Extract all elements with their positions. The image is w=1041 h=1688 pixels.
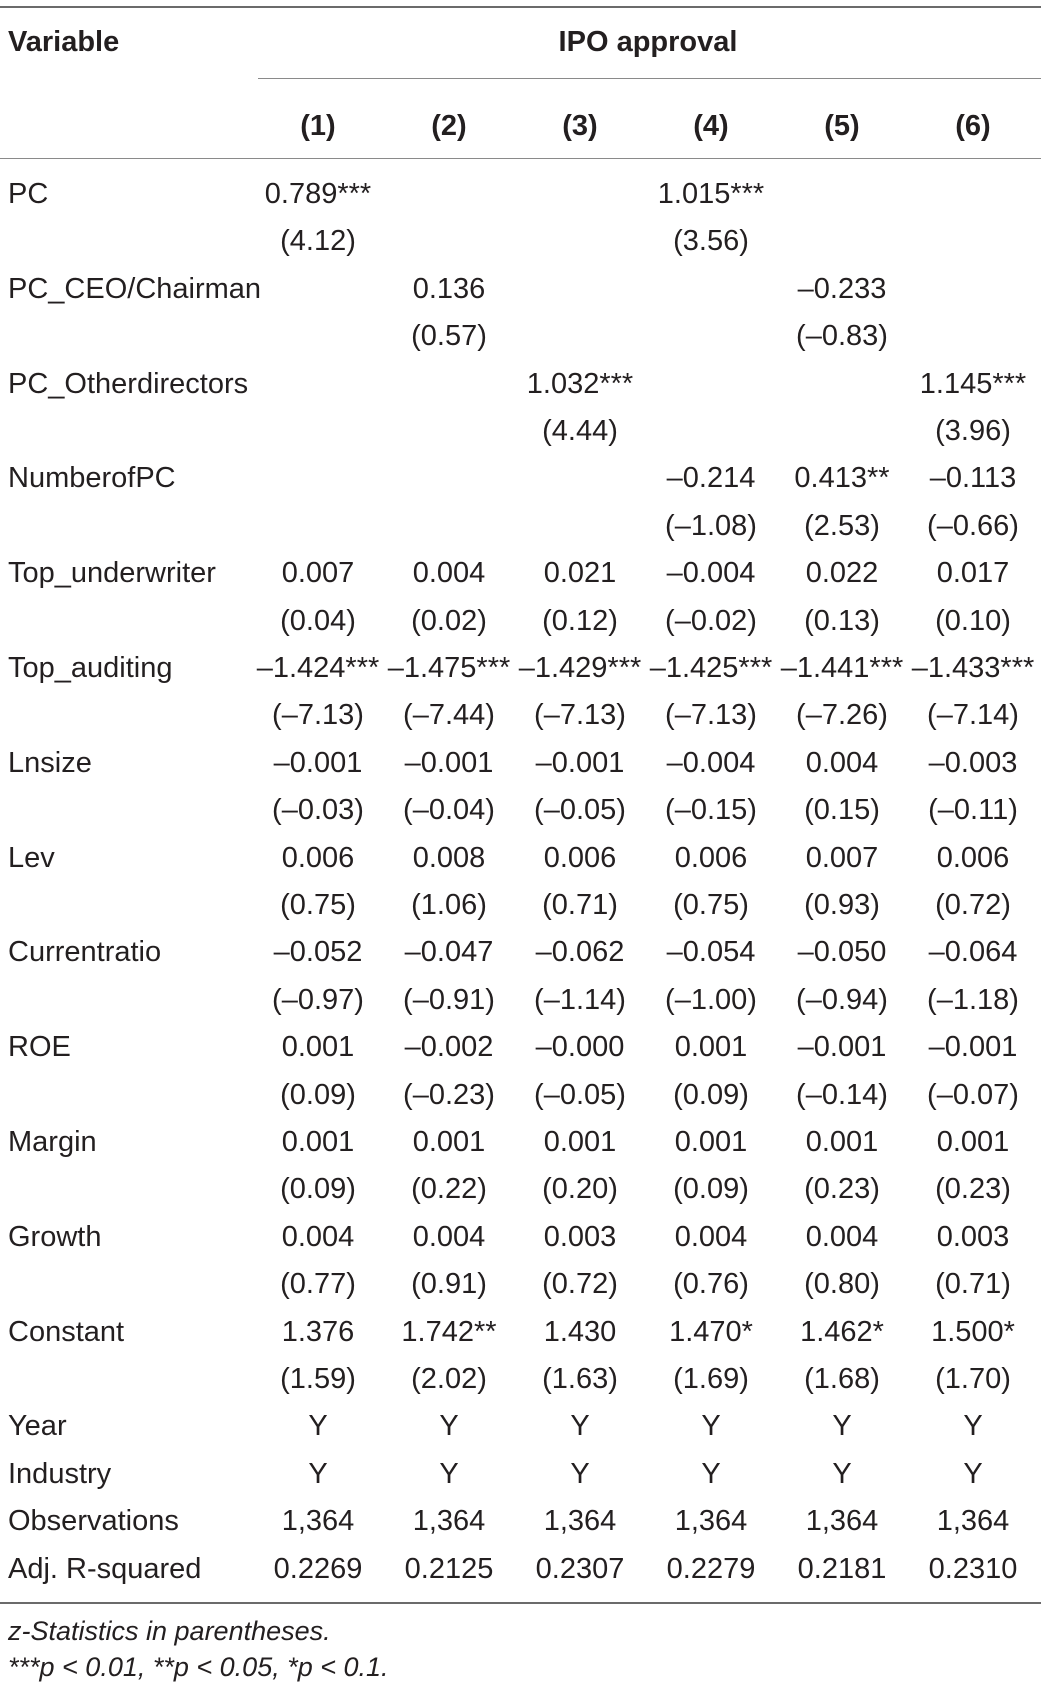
coefficient-cell: –0.001: [535, 746, 625, 779]
coefficient-cell: 1.430: [543, 1315, 617, 1348]
coefficient-cell: –0.113: [929, 462, 1017, 495]
z-stat-cell: (–0.66): [927, 509, 1019, 542]
coefficient-cell: –0.001: [273, 746, 363, 779]
coefficient-cell: –0.047: [404, 936, 494, 969]
coefficient-cell: 0.001: [281, 1126, 355, 1158]
coefficient-cell: –1.429***: [518, 652, 642, 684]
row-label: Growth: [8, 1220, 102, 1253]
coefficient-cell: 0.004: [412, 557, 486, 590]
coefficient-cell: –0.003: [928, 746, 1018, 779]
z-stat-cell: (0.91): [411, 1268, 487, 1301]
group-header: IPO approval: [558, 26, 738, 58]
coefficient-cell: 1.462*: [800, 1315, 884, 1348]
z-stat-cell: (–7.13): [665, 699, 757, 732]
z-stat-cell: (0.72): [935, 889, 1011, 921]
coefficient-cell: –1.424***: [256, 652, 380, 684]
z-stat-cell: (0.20): [542, 1173, 618, 1206]
row-label: Top_underwriter: [8, 557, 216, 590]
z-stat-cell: (–7.13): [272, 699, 364, 732]
z-stat-cell: (–0.11): [928, 794, 1018, 827]
coefficient-cell: 1.145***: [919, 367, 1027, 400]
coefficient-cell: 1.032***: [526, 367, 634, 400]
z-stat-cell: (–0.07): [927, 1078, 1019, 1111]
row-label: Margin: [8, 1126, 97, 1158]
coefficient-cell: 1.500*: [931, 1315, 1015, 1348]
z-stat-cell: (0.23): [804, 1173, 880, 1206]
z-stat-cell: (1.69): [673, 1363, 749, 1395]
coefficient-cell: 0.021: [543, 557, 617, 590]
z-stat-cell: (0.02): [411, 604, 487, 637]
column-header: (1): [300, 110, 336, 142]
coefficient-cell: –0.001: [797, 1031, 887, 1064]
coefficient-cell: –0.054: [666, 936, 756, 969]
row-label: Constant: [8, 1315, 125, 1348]
column-header: (5): [824, 110, 860, 142]
z-stat-cell: (–1.00): [665, 983, 757, 1016]
z-stat-cell: (0.57): [411, 320, 487, 353]
summary-cell: 0.2181: [797, 1552, 887, 1585]
z-stat-cell: (0.12): [542, 604, 618, 637]
coefficient-cell: 0.001: [543, 1126, 617, 1158]
z-stat-cell: (0.09): [673, 1173, 749, 1206]
coefficient-cell: –1.433***: [911, 652, 1035, 684]
coefficient-cell: 0.007: [281, 557, 355, 590]
summary-cell: Y: [701, 1410, 721, 1443]
z-stat-cell: (4.12): [280, 225, 356, 258]
z-stat-cell: (1.06): [411, 889, 487, 921]
summary-cell: Y: [832, 1457, 852, 1490]
row-label: PC: [8, 178, 49, 210]
coefficient-cell: –0.000: [535, 1031, 625, 1064]
z-stat-cell: (–7.14): [927, 699, 1019, 732]
z-stat-cell: (–0.05): [534, 794, 626, 827]
summary-cell: 1,364: [805, 1505, 879, 1538]
z-stat-cell: (0.75): [280, 889, 356, 921]
coefficient-cell: 0.004: [281, 1220, 355, 1253]
z-stat-cell: (0.04): [280, 604, 356, 637]
coefficient-cell: 1.742**: [401, 1315, 497, 1348]
z-stat-cell: (0.71): [935, 1268, 1011, 1301]
summary-cell: 1,364: [543, 1505, 617, 1538]
coefficient-cell: 0.001: [674, 1031, 748, 1064]
summary-cell: 0.2269: [273, 1552, 363, 1585]
coefficient-cell: 0.001: [805, 1126, 879, 1158]
row-label: Lnsize: [8, 746, 92, 779]
coefficient-cell: –0.214: [666, 462, 756, 495]
bottom-rule: [0, 1602, 1041, 1604]
coefficient-cell: 0.004: [805, 746, 879, 779]
z-stat-cell: (–0.23): [403, 1078, 495, 1111]
z-stat-cell: (0.80): [804, 1268, 880, 1301]
z-stat-cell: (–1.14): [534, 983, 626, 1016]
footnote-p: ***p < 0.01, **p < 0.05, *p < 0.1.: [8, 1652, 389, 1682]
coefficient-cell: 0.004: [805, 1220, 879, 1253]
summary-cell: 0.2125: [404, 1552, 494, 1585]
column-header: (3): [562, 110, 598, 142]
z-stat-cell: (0.75): [673, 889, 749, 921]
coefficient-cell: 1.015***: [657, 178, 765, 210]
z-stat-cell: (–0.91): [403, 983, 495, 1016]
z-stat-cell: (–0.02): [665, 604, 757, 637]
variable-header: Variable: [8, 26, 120, 58]
z-stat-cell: (–7.44): [403, 699, 495, 732]
z-stat-cell: (1.70): [935, 1363, 1011, 1395]
coefficient-cell: 0.006: [281, 841, 355, 874]
summary-cell: Y: [439, 1410, 459, 1443]
coefficient-cell: –0.050: [797, 936, 887, 969]
coefficient-cell: 0.003: [543, 1220, 617, 1253]
summary-cell: Y: [570, 1457, 590, 1490]
z-stat-cell: (0.76): [673, 1268, 749, 1301]
z-stat-cell: (0.77): [280, 1268, 356, 1301]
z-stat-cell: (0.93): [804, 889, 880, 921]
summary-cell: Y: [701, 1457, 721, 1490]
z-stat-cell: (3.56): [673, 225, 749, 258]
coefficient-cell: 0.022: [805, 557, 879, 590]
column-header: (4): [693, 110, 729, 142]
coefficient-cell: 0.007: [805, 841, 879, 874]
z-stat-cell: (2.02): [411, 1363, 487, 1395]
z-stat-cell: (–0.97): [272, 983, 364, 1016]
summary-label: Observations: [8, 1505, 179, 1538]
coefficient-cell: –1.425***: [649, 652, 773, 684]
summary-cell: 0.2307: [535, 1552, 625, 1585]
coefficient-cell: –0.001: [404, 746, 494, 779]
coefficient-cell: 0.136: [412, 272, 486, 305]
z-stat-cell: (1.59): [280, 1363, 356, 1395]
z-stat-cell: (0.71): [542, 889, 618, 921]
summary-cell: 1,364: [936, 1505, 1010, 1538]
group-rule: [258, 78, 1041, 79]
summary-cell: Y: [308, 1410, 328, 1443]
z-stat-cell: (–0.05): [534, 1078, 626, 1111]
summary-label: Year: [8, 1410, 67, 1443]
summary-cell: 1,364: [674, 1505, 748, 1538]
footnote-z: z-Statistics in parentheses.: [8, 1616, 331, 1646]
coefficient-cell: 0.001: [412, 1126, 486, 1158]
z-stat-cell: (–7.13): [534, 699, 626, 732]
coefficient-cell: –0.233: [797, 272, 887, 305]
z-stat-cell: (–1.18): [927, 983, 1019, 1016]
coefficient-cell: –0.002: [404, 1031, 494, 1064]
coefficient-cell: 0.006: [543, 841, 617, 874]
summary-label: Adj. R-squared: [8, 1552, 202, 1585]
coefficient-cell: 0.008: [412, 841, 486, 874]
z-stat-cell: (0.10): [935, 604, 1011, 637]
z-stat-cell: (–0.83): [796, 320, 888, 353]
coefficient-cell: 0.003: [936, 1220, 1010, 1253]
coefficient-cell: 0.001: [281, 1031, 355, 1064]
z-stat-cell: (0.09): [280, 1173, 356, 1206]
summary-cell: 0.2310: [928, 1552, 1018, 1585]
row-label: NumberofPC: [8, 462, 176, 495]
row-label: Top_auditing: [8, 652, 173, 684]
summary-cell: Y: [963, 1410, 983, 1443]
coefficient-cell: –0.064: [928, 936, 1018, 969]
summary-cell: Y: [570, 1410, 590, 1443]
z-stat-cell: (–0.15): [665, 794, 757, 827]
z-stat-cell: (0.23): [935, 1173, 1011, 1206]
summary-cell: Y: [832, 1410, 852, 1443]
coefficient-cell: –0.052: [273, 936, 363, 969]
z-stat-cell: (–0.14): [796, 1078, 888, 1111]
row-label: PC_Otherdirectors: [8, 367, 249, 400]
z-stat-cell: (0.09): [673, 1078, 749, 1111]
summary-label: Industry: [8, 1457, 112, 1490]
top-rule: [0, 6, 1041, 8]
z-stat-cell: (3.96): [935, 415, 1011, 447]
coefficient-cell: –0.004: [666, 557, 756, 590]
coefficient-cell: 0.004: [412, 1220, 486, 1253]
coefficient-cell: –0.062: [535, 936, 625, 969]
z-stat-cell: (0.09): [280, 1078, 356, 1111]
z-stat-cell: (0.15): [804, 794, 880, 827]
row-label: Currentratio: [8, 936, 162, 969]
coefficient-cell: 0.001: [936, 1126, 1010, 1158]
row-label: PC_CEO/Chairman: [8, 272, 262, 305]
header-rule: [0, 158, 1041, 159]
coefficient-cell: –0.001: [928, 1031, 1018, 1064]
column-header: (2): [431, 110, 467, 142]
coefficient-cell: –0.004: [666, 746, 756, 779]
coefficient-cell: 0.006: [674, 841, 748, 874]
coefficient-cell: 0.001: [674, 1126, 748, 1158]
summary-cell: Y: [308, 1457, 328, 1490]
z-stat-cell: (–0.04): [403, 794, 495, 827]
coefficient-cell: 1.376: [281, 1315, 355, 1348]
z-stat-cell: (4.44): [542, 415, 618, 447]
z-stat-cell: (0.22): [411, 1173, 487, 1206]
summary-cell: 0.2279: [666, 1552, 756, 1585]
coefficient-cell: 0.006: [936, 841, 1010, 874]
summary-cell: Y: [439, 1457, 459, 1490]
summary-cell: 1,364: [412, 1505, 486, 1538]
z-stat-cell: (–0.03): [272, 794, 364, 827]
coefficient-cell: –1.441***: [780, 652, 904, 684]
z-stat-cell: (–7.26): [796, 699, 888, 732]
coefficient-cell: 0.017: [936, 557, 1010, 590]
z-stat-cell: (–1.08): [665, 509, 757, 542]
row-label: ROE: [8, 1031, 71, 1064]
summary-cell: Y: [963, 1457, 983, 1490]
z-stat-cell: (0.72): [542, 1268, 618, 1301]
z-stat-cell: (–0.94): [796, 983, 888, 1016]
summary-cell: 1,364: [281, 1505, 355, 1538]
coefficient-cell: 0.413**: [794, 462, 890, 495]
z-stat-cell: (2.53): [804, 509, 880, 542]
column-header: (6): [955, 110, 991, 142]
coefficient-cell: –1.475***: [387, 652, 511, 684]
coefficient-cell: 0.004: [674, 1220, 748, 1253]
z-stat-cell: (1.63): [542, 1363, 618, 1395]
coefficient-cell: 0.789***: [264, 178, 372, 210]
z-stat-cell: (1.68): [804, 1363, 880, 1395]
z-stat-cell: (0.13): [804, 604, 880, 637]
coefficient-cell: 1.470*: [669, 1315, 753, 1348]
row-label: Lev: [8, 841, 55, 874]
